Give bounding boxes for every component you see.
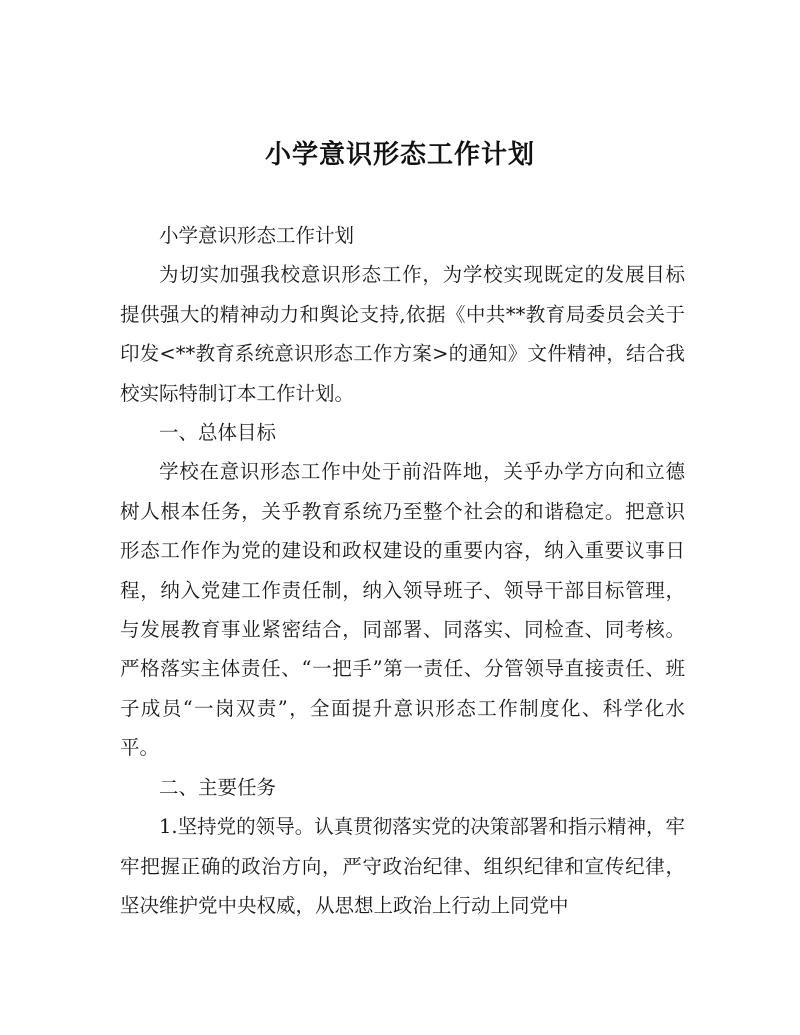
- section-heading-main-tasks: 二、主要任务: [159, 775, 277, 799]
- document-title: 小学意识形态工作计划: [264, 140, 535, 170]
- paragraph-intro: 为切实加强我校意识形态工作，为学校实现既定的发展目标提供强大的精神动力和舆论支持,依据《中共**教育局委员会关于印发<**教育系统意识形态工作方案>的通知》文件精神，结合我校实际特制订本工作计划。: [120, 263, 685, 405]
- paragraph-task-1: 1.坚持党的领导。认真贯彻落实党的决策部署和指示精神，牢牢把握正确的政治方向，严守政治纪律、组织纪律和宣传纪律，坚决维护党中央权威，从思想上政治上行动上同党中: [120, 815, 685, 917]
- document-body: [120, 216, 685, 925]
- section-heading-overall-goal: 一、总体目标: [159, 421, 277, 445]
- paragraph-subtitle: 小学意识形态工作计划: [159, 224, 355, 247]
- paragraph-overall-goal: 学校在意识形态工作中处于前沿阵地，关乎办学方向和立德树人根本任务，关乎教育系统乃至整个社会的和谐稳定。把意识形态工作作为党的建设和政权建设的重要内容，纳入重要议事日程，纳入党建工作责任制，纳入领导班子、领导干部目标管理，与发展教育事业紧密结合，同部署、同落实、同检查、同考核。严格落实主体责任、“一把手”第一责任、分管领导直接责任、班子成员“一岗双责”，全面提升意识形态工作制度化、科学化水平。: [120, 460, 685, 760]
